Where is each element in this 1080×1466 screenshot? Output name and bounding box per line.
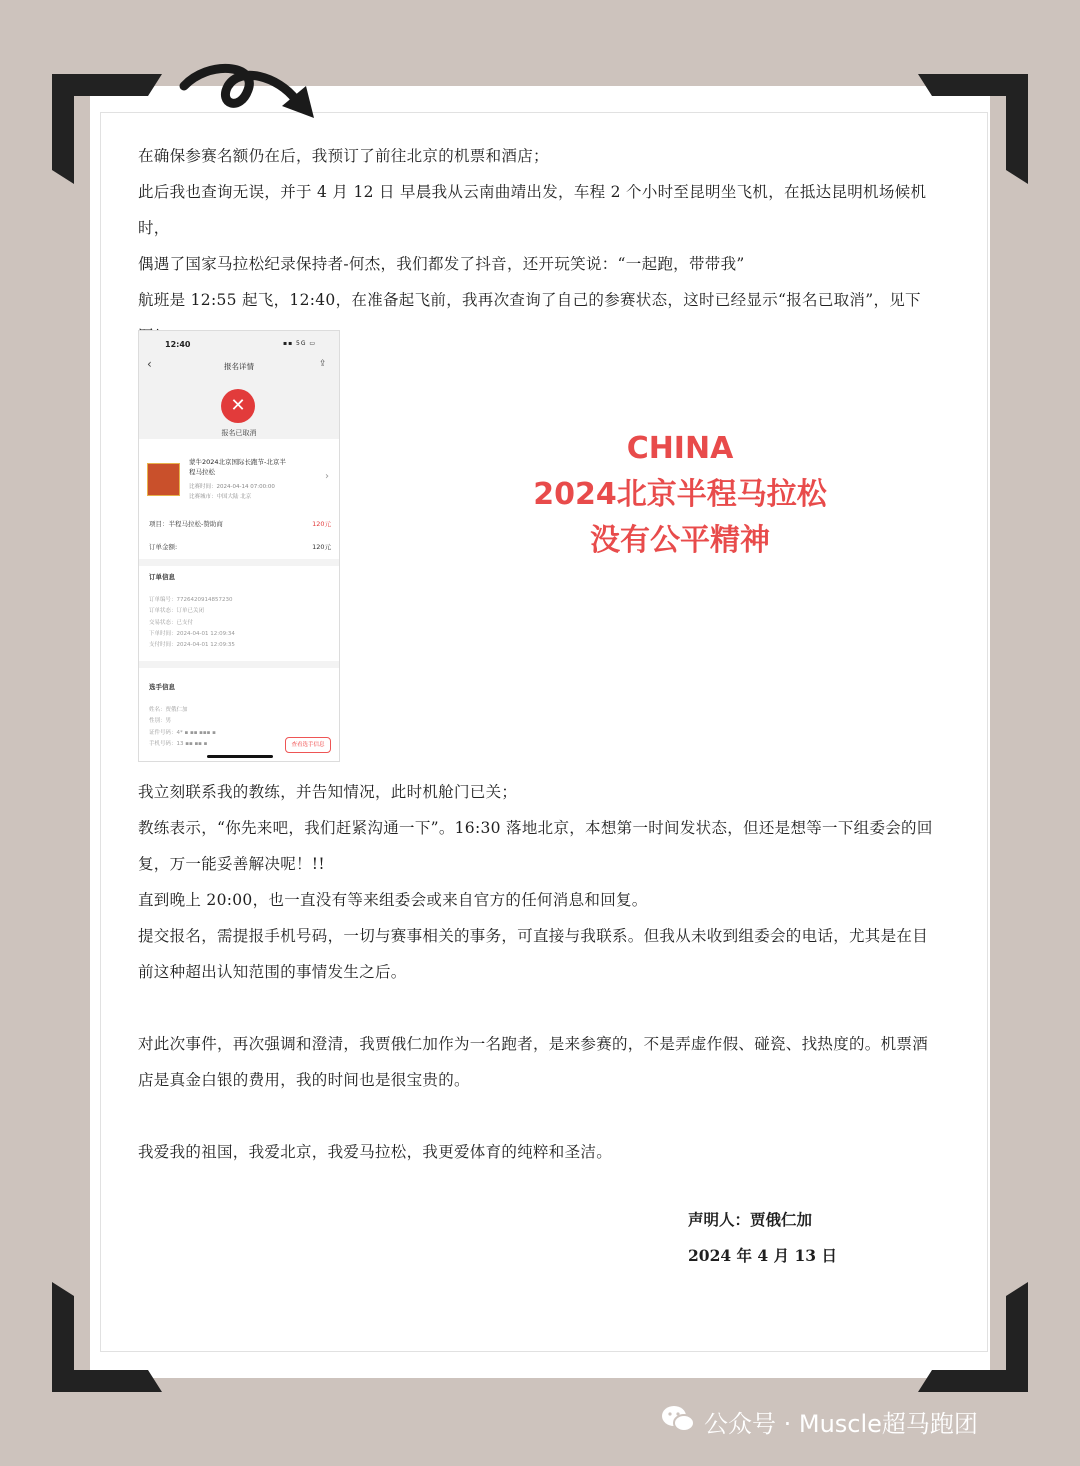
paragraph-line: 店是真金白银的费用，我的时间也是很宝贵的。 xyxy=(138,1071,470,1089)
paragraph-line: 此后我也查询无误，并于 4 月 12 日 早晨我从云南曲靖出发，车程 2 个小时至昆明坐飞机，在抵达昆明机场候机时， xyxy=(138,183,927,237)
paragraph-line: 前这种超出认知范围的事情发生之后。 xyxy=(138,963,407,981)
phone-page-title: 报名详情 xyxy=(224,362,254,371)
paragraph-line: 提交报名，需提报手机号码，一切与赛事相关的事务，可直接与我联系。但我从未收到组委会的电话，尤其是在目 xyxy=(138,927,929,945)
order-section-title: 订单信息 xyxy=(149,573,175,581)
order-fields xyxy=(149,595,235,651)
cancel-x-icon: ✕ xyxy=(221,389,255,423)
phone-screenshot xyxy=(138,330,340,762)
corner-bracket-bottom-left xyxy=(52,1282,162,1392)
event-time: 比赛时间：2024-04-14 07:00:00 xyxy=(189,484,275,490)
section-divider xyxy=(139,559,339,566)
closing-paragraph xyxy=(138,1134,944,1170)
event-card xyxy=(147,451,331,503)
event-name-line: 程马拉松 xyxy=(189,468,215,476)
runner-fields xyxy=(149,705,216,750)
paragraph-line: 在确保参赛名额仍在后，我预订了前往北京的机票和酒店； xyxy=(138,147,549,165)
order-field: 支付时间：2024-04-01 12:09:35 xyxy=(149,642,235,649)
order-field: 下单时间：2024-04-01 12:09:34 xyxy=(149,630,235,637)
runner-field: 姓名：贾俄仁加 xyxy=(149,707,188,713)
runner-field: 手机号码：13 ▪▪ ▪▪ ▪ xyxy=(149,740,208,747)
swirl-arrow-icon xyxy=(178,56,328,136)
banner-line: 2024北京半程马拉松 xyxy=(533,477,827,512)
declarant: 声明人：贾俄仁加 xyxy=(688,1210,813,1229)
event-name-line: 蒙牛2024北京国际长跑节-北京半 xyxy=(189,458,286,466)
chevron-right-icon: › xyxy=(325,471,329,482)
wechat-icon xyxy=(660,1404,696,1446)
paragraph-line: 对此次事件，再次强调和澄清，我贾俄仁加作为一名跑者，是来参赛的，不是弄虚作假、碰瓷、找热度的。机票酒 xyxy=(138,1035,929,1053)
intro-paragraphs xyxy=(138,138,944,354)
paragraph-line: 我立刻联系我的教练，并告知情况，此时机舱门已关； xyxy=(138,783,518,801)
runner-field: 性别：男 xyxy=(149,718,172,725)
total-row xyxy=(149,542,331,551)
item-label: 项目：半程马拉松-赞助商 xyxy=(149,520,223,528)
red-banner xyxy=(480,426,880,564)
phone-signal: 5G xyxy=(296,340,307,347)
total-value: 120元 xyxy=(312,543,331,551)
paragraph-line: 我爱我的祖国，我爱北京，我爱马拉松，我更爱体育的纯粹和圣洁。 xyxy=(138,1143,613,1161)
event-thumbnail xyxy=(147,463,180,496)
section-divider xyxy=(139,661,339,668)
clarification-paragraph xyxy=(138,1026,944,1098)
paragraph-line: 偶遇了国家马拉松纪录保持者-何杰，我们都发了抖音，还开玩笑说：“一起跑，带带我” xyxy=(138,255,745,273)
back-chevron-icon: ‹ xyxy=(147,357,152,371)
home-indicator xyxy=(207,755,273,758)
middle-paragraphs xyxy=(138,774,944,990)
paragraph-line: 教练表示，“你先来吧，我们赶紧沟通一下”。16:30 落地北京，本想第一时间发状态，但还是想等一下组委会的回 xyxy=(138,819,933,837)
phone-status-bar: ▪▪ 5G ▭ xyxy=(283,340,317,347)
banner-line: CHINA xyxy=(626,431,734,466)
banner-line: 没有公平精神 xyxy=(590,523,770,558)
paragraph-line: 复，万一能妥善解决呢！!! xyxy=(138,855,325,873)
corner-bracket-bottom-right xyxy=(918,1282,1028,1392)
declaration-date: 2024 年 4 月 13 日 xyxy=(688,1246,837,1265)
item-row xyxy=(149,519,331,528)
registration-status: 报名已取消 xyxy=(221,429,257,437)
event-name xyxy=(189,457,321,477)
paragraph-line: 直到晚上 20:00，也一直没有等来组委会或来自官方的任何消息和回复。 xyxy=(138,891,648,909)
order-field: 订单状态：订单已关闭 xyxy=(149,608,205,615)
order-field: 订单编号：7726420914857230 xyxy=(149,597,233,603)
event-details xyxy=(189,482,275,502)
share-icon: ⇪ xyxy=(319,359,327,369)
runner-section-title: 选手信息 xyxy=(149,683,175,691)
order-field: 交易状态：已支付 xyxy=(149,619,194,626)
watermark xyxy=(660,1404,1060,1444)
item-price: 120元 xyxy=(312,520,331,528)
paragraph-line: 航班是 12:55 起飞，12:40，在准备起飞前，我再次查询了自己的参赛状态，这时已经显示“报名已取消”，见下 xyxy=(138,291,921,309)
watermark-text: 公众号 · Muscle超马跑团 xyxy=(704,1410,978,1438)
view-runner-info-button: 查看选手信息 xyxy=(285,737,331,753)
phone-time: 12:40 xyxy=(165,340,191,349)
runner-field: 证件号码：4* ▪ ▪▪ ▪▪▪ ▪ xyxy=(149,729,216,736)
event-city: 比赛城市：中国大陆 北京 xyxy=(189,494,252,500)
total-label: 订单金额: xyxy=(149,543,178,551)
